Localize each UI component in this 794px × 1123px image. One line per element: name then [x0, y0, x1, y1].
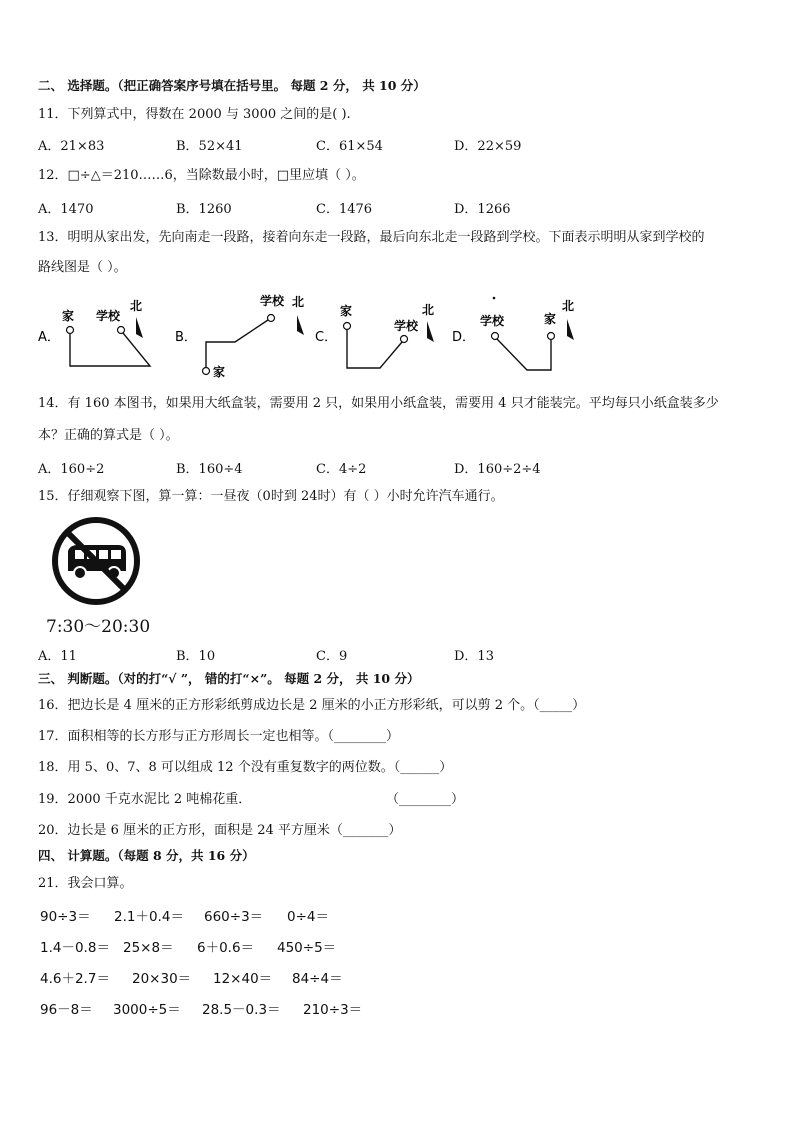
q15-option-c: C．9 — [316, 649, 348, 664]
route-d — [480, 297, 574, 370]
q14-option-c: C．4÷2 — [316, 462, 367, 477]
question-19: 19．2000 千克水泥比 2 吨棉花重． — [38, 792, 252, 807]
route-c-home-label: 家 — [340, 304, 353, 318]
route-a-label: A． — [38, 330, 60, 345]
route-a-north-arrow-icon — [136, 317, 143, 338]
calc-r2-c1: 1.4－0.8＝ — [40, 940, 110, 956]
question-16: 16．把边长是 4 厘米的正方形彩纸剪成边长是 2 厘米的小正方形彩纸，可以剪 2 个。（_____） — [38, 698, 586, 713]
route-diagrams — [30, 290, 590, 380]
no-bus-sign-icon — [48, 515, 148, 610]
route-a-home-label: 家 — [62, 309, 75, 323]
route-c — [340, 303, 434, 368]
route-b-home-label: 家 — [213, 365, 226, 379]
q14-option-d: D．160÷2÷4 — [454, 462, 541, 477]
route-c-north-arrow-icon — [427, 321, 434, 342]
question-12: 12．□÷△＝210……6，当除数最小时，□里应填（ ）。 — [38, 168, 365, 183]
route-c-label: C． — [315, 330, 338, 345]
calc-r2-c4: 450÷5＝ — [277, 940, 337, 956]
q14-option-b: B．160÷4 — [176, 462, 243, 477]
calc-r2-c2: 25×8＝ — [123, 940, 174, 956]
calc-r4-c1: 96－8＝ — [40, 1002, 93, 1018]
question-20: 20．边长是 6 厘米的正方形，面积是 24 平方厘米（_______） — [38, 823, 402, 838]
route-d-north-arrow-icon — [567, 319, 574, 340]
q12-option-d: D．1266 — [454, 202, 511, 217]
q11-option-c: C．61×54 — [316, 139, 383, 154]
calc-r4-c2: 3000÷5＝ — [113, 1002, 181, 1018]
calc-r3-c1: 4.6＋2.7＝ — [40, 971, 110, 987]
question-19-blank: （________） — [386, 792, 465, 807]
question-17: 17．面积相等的长方形与正方形周长一定也相等。（________） — [38, 729, 400, 744]
section-2-heading: 二、 选择题。（把正确答案序号填在括号里。 每题 2 分， 共 10 分） — [38, 78, 426, 93]
route-a — [62, 299, 150, 366]
q15-option-d: D．13 — [454, 649, 494, 664]
route-a-school-label: 学校 — [96, 309, 121, 323]
calc-r4-c3: 28.5－0.3＝ — [202, 1002, 281, 1018]
route-b-school-label: 学校 — [260, 294, 285, 308]
calc-r1-c2: 2.1＋0.4＝ — [114, 909, 184, 925]
calc-r2-c3: 6＋0.6＝ — [197, 940, 255, 956]
q15-option-b: B．10 — [176, 649, 216, 664]
route-d-label: D． — [452, 330, 476, 345]
q12-option-c: C．1476 — [316, 202, 373, 217]
calc-r3-c4: 84÷4＝ — [292, 971, 343, 987]
route-c-north-label: 北 — [422, 303, 435, 317]
q11-option-d: D．22×59 — [454, 139, 522, 154]
q11-option-b: B．52×41 — [176, 139, 243, 154]
route-c-school-label: 学校 — [394, 319, 419, 333]
route-b-north-label: 北 — [292, 295, 305, 309]
section-4-heading: 四、 计算题。（每题 8 分，共 16 分） — [38, 848, 255, 863]
question-11: 11．下列算式中，得数在 2000 与 3000 之间的是( ). — [38, 107, 351, 122]
question-21: 21．我会口算。 — [38, 876, 133, 891]
calc-r3-c2: 20×30＝ — [132, 971, 192, 987]
question-13-line1: 13．明明从家出发，先向南走一段路，接着向东走一段路，最后向东北走一段路到学校。下面表示明明从家到学校的 — [38, 230, 705, 245]
calc-r1-c3: 660÷3＝ — [204, 909, 264, 925]
calc-r4-c4: 210÷3＝ — [303, 1002, 363, 1018]
question-14-line2: 本？正确的算式是（ ）。 — [38, 428, 179, 443]
section-3-heading: 三、 判断题。（对的打“√ ”， 错的打“×”。 每题 2 分， 共 10 分） — [38, 671, 420, 686]
q15-option-a: A．11 — [38, 649, 77, 664]
sign-time-range: 7:30～20:30 — [46, 617, 151, 637]
route-b — [203, 293, 305, 379]
route-d-home-label: 家 — [544, 312, 557, 326]
q12-option-a: A．1470 — [38, 202, 94, 217]
calc-r1-c1: 90÷3＝ — [40, 909, 91, 925]
q12-option-b: B．1260 — [176, 202, 232, 217]
calc-r1-c4: 0÷4＝ — [287, 909, 329, 925]
route-a-north-label: 北 — [130, 299, 143, 313]
route-d-north-label: 北 — [562, 299, 575, 313]
question-14-line1: 14．有 160 本图书，如果用大纸盒装，需要用 2 只，如果用小纸盒装，需要用 4 只才能装完。平均每只小纸盒装多少 — [38, 396, 719, 411]
route-b-label: B． — [175, 330, 197, 345]
question-18: 18．用 5、0、7、8 可以组成 12 个没有重复数字的两位数。（______） — [38, 760, 453, 775]
question-13-line2: 路线图是（ ）。 — [38, 260, 127, 275]
route-d-school-label: 学校 — [480, 314, 505, 328]
question-15: 15．仔细观察下图，算一算：一昼夜（0时到 24时）有（ ）小时允许汽车通行。 — [38, 489, 504, 504]
q11-option-a: A．21×83 — [38, 139, 105, 154]
calc-r3-c3: 12×40＝ — [213, 971, 273, 987]
q14-option-a: A．160÷2 — [38, 462, 105, 477]
route-b-north-arrow-icon — [297, 315, 304, 335]
